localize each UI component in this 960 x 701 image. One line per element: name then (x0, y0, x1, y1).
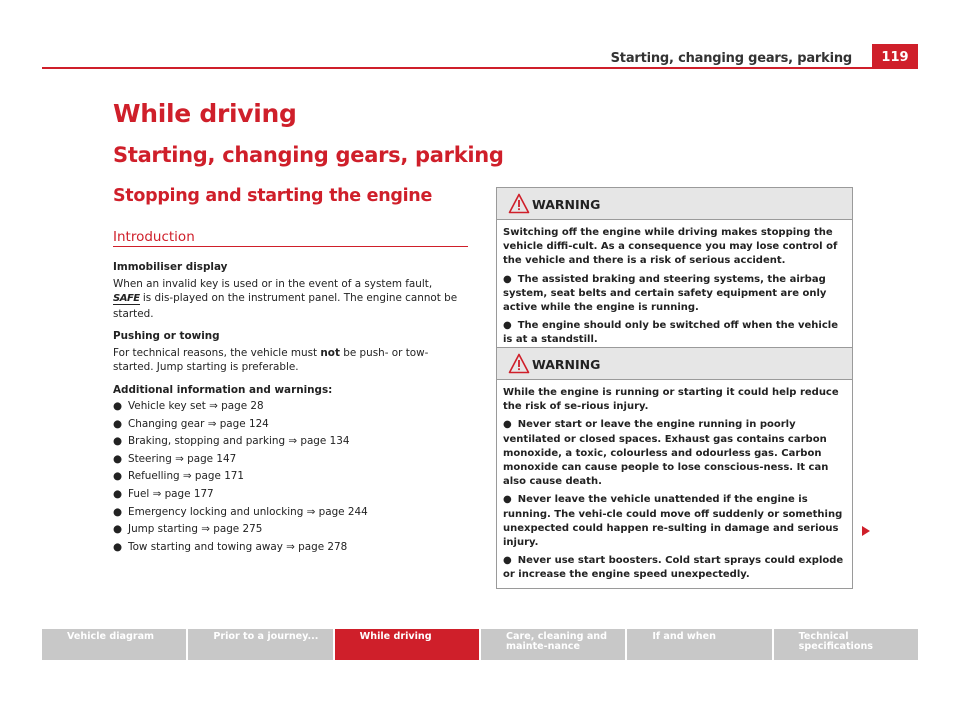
footer-tab-if-and-when[interactable]: If and when (627, 629, 771, 660)
additional-heading: Additional information and warnings: (113, 383, 333, 396)
footer-tab-care-cleaning[interactable]: Care, cleaning and mainte-nance (481, 629, 625, 660)
reference-list (113, 399, 458, 554)
warning-intro: While the engine is running or starting it could help reduce the risk of se-rious injury. (503, 387, 839, 413)
header-rule (42, 67, 918, 69)
footer-tab-while-driving[interactable]: While driving (335, 629, 479, 660)
bullet-icon: ● (113, 523, 123, 536)
warning-item: ● The engine should only be switched off when the vehicle is at a standstill. (503, 320, 838, 346)
warning-item: ● Never start or leave the engine running in poorly ventilated or closed spaces. Exhaust gas contains carbon monoxide, a toxic, colourless and odourless gas. Carbon monoxide can cause people to lose conscious-ness. It can also cause death. (503, 419, 829, 488)
bullet-icon: ● (113, 417, 123, 430)
subchapter-title: Stopping and starting the engine (113, 186, 433, 206)
section-title: While driving (113, 99, 297, 128)
bullet-icon: ● (113, 435, 123, 448)
immobiliser-text: When an invalid key is used or in the event of a system fault, SAFE is dis-played on the instrument panel. The engine cannot be started. (113, 277, 458, 320)
warning-item: ● Never leave the vehicle unattended if the engine is running. The vehi-cle could move off suddenly or something unexpected could happen re-sulting in damage and serious injury. (503, 494, 843, 549)
bullet-icon: ● (503, 419, 512, 431)
reference-item[interactable]: ● Jump starting ⇒ page 275 (113, 523, 263, 536)
footer-navigation (42, 629, 918, 660)
warning-header (497, 348, 852, 380)
warning-triangle-icon (508, 353, 530, 374)
warning-title: WARNING (532, 197, 601, 212)
intro-heading: Introduction (113, 229, 195, 245)
towing-text: For technical reasons, the vehicle must not be push- or tow-started. Jump starting is preferable. (113, 346, 429, 373)
page-number: 119 (872, 44, 918, 69)
safe-symbol: SAFE (113, 293, 140, 304)
footer-tab-vehicle-diagram[interactable]: Vehicle diagram (42, 629, 186, 660)
reference-item[interactable]: ● Fuel ⇒ page 177 (113, 487, 214, 500)
left-column (113, 260, 458, 557)
bullet-icon: ● (113, 505, 123, 518)
towing-heading: Pushing or towing (113, 330, 220, 342)
warning-box-engine-running (496, 347, 853, 589)
bullet-icon: ● (503, 555, 512, 567)
reference-item[interactable]: ● Tow starting and towing away ⇒ page 278 (113, 540, 348, 553)
reference-item[interactable]: ● Emergency locking and unlocking ⇒ page 244 (113, 505, 368, 518)
warning-item: ● Never use start boosters. Cold start sprays could explode or increase the engine speed unexpectedly. (503, 555, 844, 581)
bullet-icon: ● (113, 400, 123, 412)
bullet-icon: ● (113, 540, 123, 553)
bullet-icon: ● (503, 494, 512, 506)
immobiliser-heading: Immobiliser display (113, 261, 228, 273)
warning-item: ● The assisted braking and steering systems, the airbag system, seat belts and certain safety equipment are only active while the engine is running. (503, 273, 827, 314)
bullet-icon: ● (113, 487, 123, 500)
intro-rule (113, 246, 468, 247)
bullet-icon: ● (503, 320, 512, 332)
bullet-icon: ● (113, 452, 123, 465)
warning-box-engine-off (496, 187, 853, 354)
warning-body (497, 380, 852, 588)
footer-tab-technical-specifications[interactable]: Technical specifications (774, 629, 918, 660)
warning-triangle-icon (508, 193, 530, 214)
footer-tab-prior-to-journey[interactable]: Prior to a journey... (188, 629, 332, 660)
towing-emphasis: not (320, 346, 340, 359)
warning-body (497, 220, 852, 353)
continue-arrow-icon[interactable] (862, 526, 870, 536)
running-header-title: Starting, changing gears, parking (610, 51, 852, 66)
bullet-icon: ● (503, 273, 512, 285)
warning-title: WARNING (532, 357, 601, 372)
reference-item[interactable]: ● Changing gear ⇒ page 124 (113, 417, 269, 430)
reference-item[interactable]: ● Steering ⇒ page 147 (113, 452, 237, 465)
warning-header (497, 188, 852, 220)
reference-item[interactable]: ● Vehicle key set ⇒ page 28 (113, 400, 264, 412)
reference-item[interactable]: ● Braking, stopping and parking ⇒ page 134 (113, 435, 350, 448)
chapter-title: Starting, changing gears, parking (113, 143, 504, 167)
reference-item[interactable]: ● Refuelling ⇒ page 171 (113, 470, 245, 483)
warning-intro: Switching off the engine while driving makes stopping the vehicle diffi-cult. As a consequence you may lose control of the vehicle and there is a risk of serious accident. (503, 227, 838, 267)
bullet-icon: ● (113, 470, 123, 483)
